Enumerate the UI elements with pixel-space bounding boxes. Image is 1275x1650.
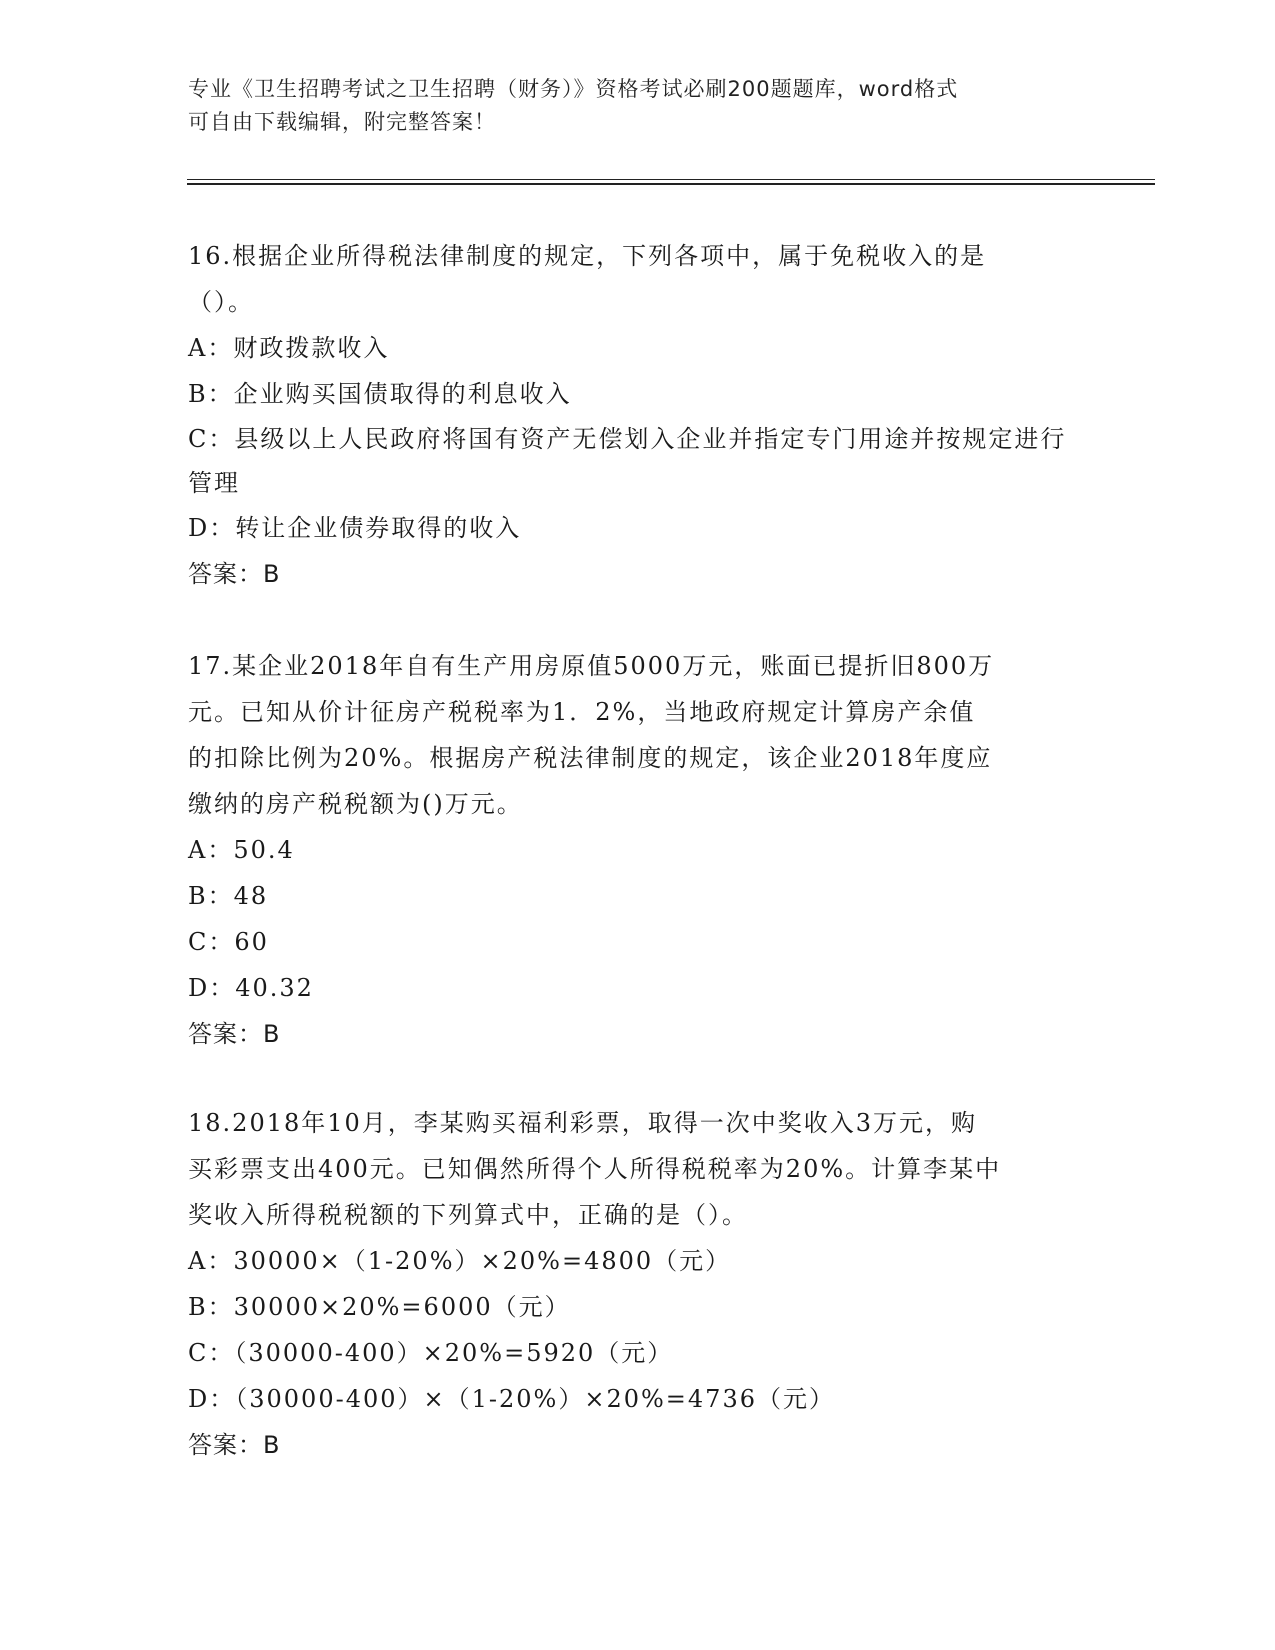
question-stem-line: 17.某企业2018年自有生产用房原值5000万元，账面已提折旧800万: [188, 652, 995, 680]
option-c: C：县级以上人民政府将国有资产无偿划入企业并指定专门用途并按规定进行管理: [188, 425, 1067, 497]
question-stem-line: 元。已知从价计征房产税税率为1．2%，当地政府规定计算房产余值: [188, 698, 976, 726]
option-a: A：50.4: [188, 836, 295, 864]
header-line-2: 可自由下载编辑，附完整答案！: [188, 110, 496, 134]
header-divider-thin: [187, 179, 1155, 180]
option-d: D：40.32: [188, 974, 314, 1002]
question-stem-line: 奖收入所得税税额的下列算式中，正确的是（）。: [188, 1201, 748, 1229]
answer-line: 答案：B: [188, 1020, 281, 1048]
question-17: [188, 643, 1088, 1057]
option-c: C：60: [188, 928, 269, 956]
question-stem-line: 缴纳的房产税税额为()万元。: [188, 790, 523, 818]
answer-line: 答案：B: [188, 560, 281, 588]
option-c: C：（30000-400）×20%=5920（元）: [188, 1339, 674, 1367]
header-divider-thick: [187, 183, 1155, 185]
question-stem-line: （）。: [188, 288, 254, 316]
header-line-1: 专业《卫生招聘考试之卫生招聘（财务）》资格考试必刷200题题库，word格式: [188, 77, 959, 101]
option-b: B：30000×20%=6000（元）: [188, 1293, 571, 1321]
question-18: [188, 1100, 1088, 1468]
question-stem-line: 买彩票支出400元。已知偶然所得个人所得税税率为20%。计算李某中: [188, 1155, 1002, 1183]
option-b: B：企业购买国债取得的利息收入: [188, 380, 572, 408]
question-stem-line: 的扣除比例为20%。根据房产税法律制度的规定，该企业2018年度应: [188, 744, 993, 772]
option-a: A：30000×（1-20%）×20%=4800（元）: [188, 1247, 732, 1275]
option-d: D：（30000-400）×（1-20%）×20%=4736（元）: [188, 1385, 835, 1413]
question-16: [188, 233, 1088, 597]
question-stem-line: 16.根据企业所得税法律制度的规定，下列各项中，属于免税收入的是: [188, 242, 987, 270]
question-stem-line: 18.2018年10月，李某购买福利彩票，取得一次中奖收入3万元，购: [188, 1109, 978, 1137]
option-d: D：转让企业债券取得的收入: [188, 514, 522, 542]
option-a: A：财政拨款收入: [188, 334, 390, 362]
option-b: B：48: [188, 882, 269, 910]
answer-line: 答案：B: [188, 1431, 281, 1459]
document-header: [188, 73, 1068, 139]
